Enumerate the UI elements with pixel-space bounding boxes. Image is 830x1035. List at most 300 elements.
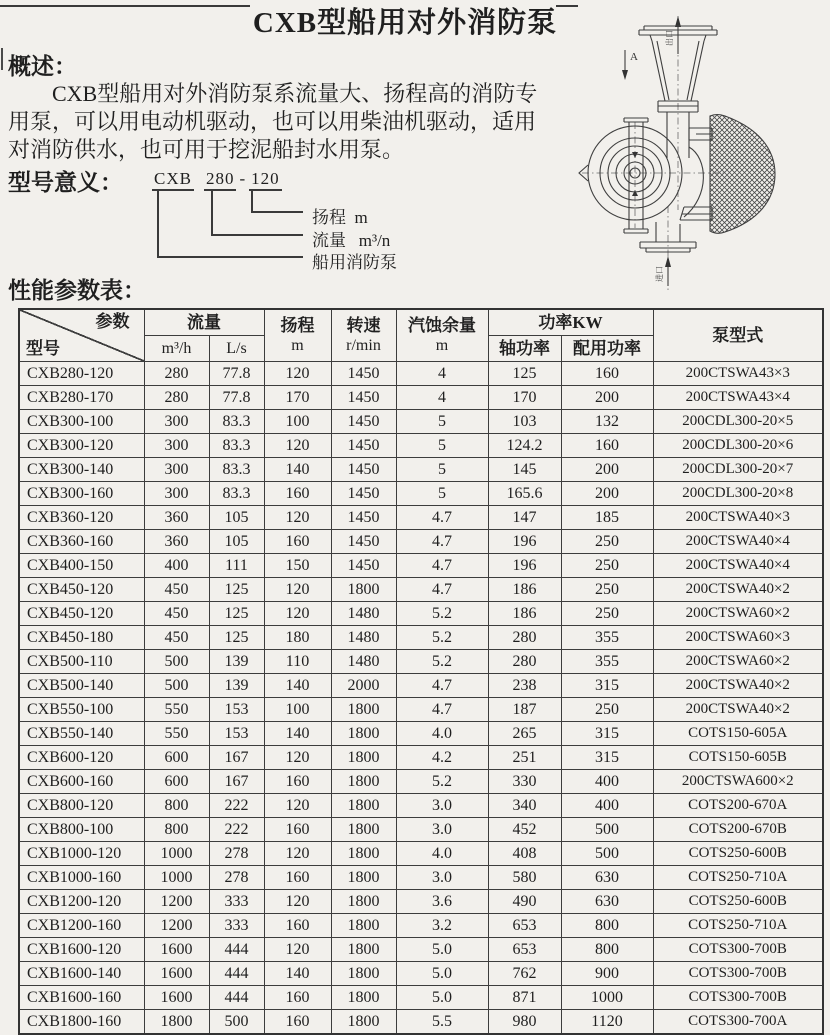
table-row (19, 986, 823, 1010)
cell-head: 160 (264, 914, 331, 938)
cell-model: CXB280-170 (19, 386, 144, 410)
cell-head: 110 (264, 650, 331, 674)
cell-model: CXB300-100 (19, 410, 144, 434)
cell-pump-type: 200CDL300-20×6 (653, 434, 823, 458)
cell-rated-power: 200 (561, 386, 653, 410)
cell-model: CXB400-150 (19, 554, 144, 578)
overview-line-1: CXB型船用对外消防泵系流量大、扬程高的消防专 (52, 81, 538, 106)
model-code (152, 169, 282, 189)
cell-model: CXB1200-120 (19, 890, 144, 914)
connector-line (157, 191, 159, 258)
mid-flange (658, 101, 698, 112)
cell-pump-type: COTS300-700B (653, 962, 823, 986)
cell-shaft-power: 452 (488, 818, 561, 842)
cell-speed: 1800 (331, 578, 396, 602)
cell-flow-m3h: 1800 (144, 1010, 209, 1035)
header-npsh-label: 汽蚀余量 (408, 315, 476, 335)
table-row (19, 890, 823, 914)
model-label-flow: 流量 m³/n (312, 231, 391, 250)
cell-npsh: 5 (396, 434, 488, 458)
cell-pump-type: 200CDL300-20×5 (653, 410, 823, 434)
cell-head: 160 (264, 818, 331, 842)
cell-head: 120 (264, 506, 331, 530)
table-row (19, 1010, 823, 1035)
cell-flow-m3h: 1600 (144, 962, 209, 986)
cell-flow-m3h: 800 (144, 818, 209, 842)
cell-speed: 1800 (331, 722, 396, 746)
cell-flow-ls: 222 (209, 818, 264, 842)
cell-pump-type: 200CTSWA40×2 (653, 578, 823, 602)
cell-model: CXB360-120 (19, 506, 144, 530)
model-meaning-heading: 型号意义： (8, 170, 123, 195)
cell-shaft-power: 124.2 (488, 434, 561, 458)
pump-drawing (572, 0, 828, 292)
motor-dome (710, 115, 775, 234)
cell-shaft-power: 186 (488, 602, 561, 626)
cell-speed: 1450 (331, 506, 396, 530)
cell-rated-power: 630 (561, 890, 653, 914)
outlet-label: 出口 (665, 30, 674, 46)
cell-shaft-power: 251 (488, 746, 561, 770)
cell-pump-type: COTS150-605A (653, 722, 823, 746)
cell-flow-ls: 83.3 (209, 458, 264, 482)
cell-rated-power: 400 (561, 794, 653, 818)
cell-flow-m3h: 360 (144, 530, 209, 554)
cell-flow-m3h: 1600 (144, 938, 209, 962)
cell-flow-ls: 167 (209, 746, 264, 770)
connector-line (251, 191, 253, 212)
cell-shaft-power: 330 (488, 770, 561, 794)
cell-speed: 1800 (331, 746, 396, 770)
cell-flow-m3h: 500 (144, 674, 209, 698)
cell-flow-ls: 77.8 (209, 386, 264, 410)
table-row (19, 530, 823, 554)
cell-rated-power: 160 (561, 434, 653, 458)
cell-flow-m3h: 280 (144, 386, 209, 410)
cell-flow-m3h: 1000 (144, 842, 209, 866)
cell-shaft-power: 653 (488, 914, 561, 938)
overview-line-3: 对消防供水，也可用于挖泥船封水用泵。 (8, 137, 405, 162)
cell-npsh: 3.0 (396, 866, 488, 890)
cell-head: 120 (264, 794, 331, 818)
page-title: CXB型船用对外消防泵 (252, 7, 558, 39)
cell-speed: 1800 (331, 938, 396, 962)
cell-model: CXB300-120 (19, 434, 144, 458)
cell-flow-m3h: 1200 (144, 890, 209, 914)
cell-pump-type: COTS300-700B (653, 986, 823, 1010)
cell-speed: 1450 (331, 434, 396, 458)
cell-npsh: 4.7 (396, 674, 488, 698)
cell-rated-power: 200 (561, 458, 653, 482)
cell-pump-type: 200CTSWA40×4 (653, 554, 823, 578)
cell-shaft-power: 280 (488, 650, 561, 674)
table-row (19, 362, 823, 386)
plate-arrow-upper (632, 152, 638, 158)
cell-shaft-power: 125 (488, 362, 561, 386)
cell-npsh: 4.7 (396, 698, 488, 722)
cell-npsh: 5.0 (396, 986, 488, 1010)
cell-head: 120 (264, 842, 331, 866)
cell-flow-ls: 500 (209, 1010, 264, 1035)
cell-npsh: 5.2 (396, 650, 488, 674)
cell-model: CXB1000-160 (19, 866, 144, 890)
header-flow-ls: L/s (209, 336, 264, 362)
cell-flow-m3h: 300 (144, 482, 209, 506)
connector-line (211, 191, 213, 236)
cell-rated-power: 355 (561, 650, 653, 674)
cell-flow-ls: 83.3 (209, 410, 264, 434)
connector-line (157, 256, 303, 258)
model-code-flow: 280 (204, 169, 237, 191)
cell-model: CXB800-100 (19, 818, 144, 842)
cell-pump-type: COTS300-700A (653, 1010, 823, 1035)
header-corner-param: 参数 (95, 312, 130, 331)
cell-npsh: 5.2 (396, 770, 488, 794)
cell-flow-m3h: 450 (144, 578, 209, 602)
cell-head: 140 (264, 962, 331, 986)
cell-flow-m3h: 450 (144, 602, 209, 626)
cell-model: CXB450-180 (19, 626, 144, 650)
cell-head: 150 (264, 554, 331, 578)
cell-flow-m3h: 800 (144, 794, 209, 818)
table-row (19, 818, 823, 842)
cell-shaft-power: 265 (488, 722, 561, 746)
cell-head: 120 (264, 434, 331, 458)
table-row (19, 434, 823, 458)
header-speed (331, 309, 396, 362)
table-row (19, 578, 823, 602)
cell-rated-power: 800 (561, 938, 653, 962)
cell-flow-ls: 83.3 (209, 482, 264, 506)
cell-shaft-power: 187 (488, 698, 561, 722)
cell-head: 120 (264, 938, 331, 962)
header-shaft-power: 轴功率 (488, 336, 561, 362)
cell-head: 120 (264, 890, 331, 914)
cell-flow-ls: 105 (209, 530, 264, 554)
cell-model: CXB550-140 (19, 722, 144, 746)
cell-pump-type: COTS300-700B (653, 938, 823, 962)
cell-flow-ls: 83.3 (209, 434, 264, 458)
cell-flow-m3h: 400 (144, 554, 209, 578)
cell-speed: 1480 (331, 626, 396, 650)
cell-shaft-power: 580 (488, 866, 561, 890)
cell-shaft-power: 147 (488, 506, 561, 530)
plate-arrow-lower (632, 190, 638, 196)
table-row (19, 650, 823, 674)
cell-shaft-power: 145 (488, 458, 561, 482)
table-row (19, 410, 823, 434)
cell-model: CXB600-160 (19, 770, 144, 794)
cell-head: 120 (264, 362, 331, 386)
cell-pump-type: 200CDL300-20×8 (653, 482, 823, 506)
cell-head: 160 (264, 986, 331, 1010)
cell-rated-power: 400 (561, 770, 653, 794)
cell-npsh: 5.0 (396, 938, 488, 962)
cell-flow-ls: 125 (209, 578, 264, 602)
cell-flow-ls: 105 (209, 506, 264, 530)
inlet-label: 进口 (655, 266, 664, 282)
cell-pump-type: 200CTSWA60×3 (653, 626, 823, 650)
cell-model: CXB600-120 (19, 746, 144, 770)
cell-flow-m3h: 500 (144, 650, 209, 674)
cell-rated-power: 500 (561, 818, 653, 842)
connector-line (211, 234, 303, 236)
table-row (19, 842, 823, 866)
cell-model: CXB1600-160 (19, 986, 144, 1010)
cell-model: CXB1800-160 (19, 1010, 144, 1035)
cell-npsh: 5.5 (396, 1010, 488, 1035)
cell-pump-type: COTS250-710A (653, 866, 823, 890)
cell-rated-power: 900 (561, 962, 653, 986)
cell-speed: 1800 (331, 1010, 396, 1035)
cell-model: CXB500-110 (19, 650, 144, 674)
cell-flow-m3h: 300 (144, 434, 209, 458)
cell-speed: 1480 (331, 650, 396, 674)
cell-rated-power: 1120 (561, 1010, 653, 1035)
mounting-plate (624, 118, 648, 233)
cell-model: CXB300-140 (19, 458, 144, 482)
cell-flow-ls: 153 (209, 698, 264, 722)
cell-model: CXB280-120 (19, 362, 144, 386)
cell-model: CXB800-120 (19, 794, 144, 818)
cell-rated-power: 315 (561, 722, 653, 746)
cell-flow-m3h: 550 (144, 698, 209, 722)
cell-rated-power: 132 (561, 410, 653, 434)
cell-model: CXB1600-120 (19, 938, 144, 962)
table-row (19, 962, 823, 986)
cell-pump-type: COTS200-670B (653, 818, 823, 842)
cell-flow-ls: 139 (209, 674, 264, 698)
cell-flow-m3h: 450 (144, 626, 209, 650)
cell-model: CXB360-160 (19, 530, 144, 554)
cell-head: 140 (264, 458, 331, 482)
cell-rated-power: 160 (561, 362, 653, 386)
cell-rated-power: 315 (561, 746, 653, 770)
cell-speed: 1450 (331, 530, 396, 554)
cell-shaft-power: 196 (488, 530, 561, 554)
cell-npsh: 4 (396, 386, 488, 410)
cell-flow-m3h: 600 (144, 770, 209, 794)
cell-npsh: 5.2 (396, 626, 488, 650)
cell-head: 140 (264, 674, 331, 698)
cell-flow-ls: 111 (209, 554, 264, 578)
cell-head: 170 (264, 386, 331, 410)
model-label-pump: 船用消防泵 (312, 253, 397, 272)
cell-npsh: 4.7 (396, 578, 488, 602)
cell-speed: 1800 (331, 842, 396, 866)
table-row (19, 386, 823, 410)
cell-model: CXB1600-140 (19, 962, 144, 986)
header-power: 功率KW (488, 309, 653, 336)
cell-shaft-power: 980 (488, 1010, 561, 1035)
table-row (19, 722, 823, 746)
cell-head: 160 (264, 530, 331, 554)
cell-rated-power: 500 (561, 842, 653, 866)
cell-shaft-power: 408 (488, 842, 561, 866)
inlet-arrowhead (665, 256, 671, 267)
page-edge-mark (1, 48, 3, 70)
header-head-unit: m (291, 336, 304, 354)
overview-heading: 概述： (8, 54, 77, 79)
table-row (19, 698, 823, 722)
cell-rated-power: 250 (561, 578, 653, 602)
cell-speed: 1480 (331, 602, 396, 626)
cell-shaft-power: 762 (488, 962, 561, 986)
cell-shaft-power: 170 (488, 386, 561, 410)
cell-head: 120 (264, 602, 331, 626)
table-row (19, 554, 823, 578)
cell-npsh: 5 (396, 410, 488, 434)
cell-npsh: 4.0 (396, 722, 488, 746)
cell-shaft-power: 490 (488, 890, 561, 914)
cell-flow-ls: 444 (209, 962, 264, 986)
overview-line-2: 用泵，可以用电动机驱动，也可以用柴油机驱动，适用 (8, 109, 537, 134)
cell-flow-ls: 125 (209, 626, 264, 650)
cell-flow-m3h: 280 (144, 362, 209, 386)
header-flow: 流量 (144, 309, 264, 336)
table-row (19, 866, 823, 890)
cell-flow-m3h: 1200 (144, 914, 209, 938)
cell-pump-type: 200CTSWA60×2 (653, 650, 823, 674)
cell-shaft-power: 186 (488, 578, 561, 602)
performance-table-body (19, 362, 823, 1035)
cell-pump-type: COTS200-670A (653, 794, 823, 818)
cell-rated-power: 250 (561, 602, 653, 626)
cell-head: 100 (264, 410, 331, 434)
cell-pump-type: COTS150-605B (653, 746, 823, 770)
table-heading: 性能参数表： (8, 278, 146, 303)
table-row (19, 506, 823, 530)
cell-flow-ls: 125 (209, 602, 264, 626)
cell-flow-ls: 222 (209, 794, 264, 818)
cell-npsh: 3.0 (396, 794, 488, 818)
cell-pump-type: 200CTSWA600×2 (653, 770, 823, 794)
cell-shaft-power: 340 (488, 794, 561, 818)
cell-head: 160 (264, 866, 331, 890)
cell-pump-type: COTS250-600B (653, 890, 823, 914)
cell-pump-type: 200CTSWA40×3 (653, 506, 823, 530)
table-row (19, 674, 823, 698)
header-head (264, 309, 331, 362)
model-code-series: CXB (152, 169, 194, 191)
cell-head: 120 (264, 746, 331, 770)
cell-shaft-power: 165.6 (488, 482, 561, 506)
cell-pump-type: 200CTSWA40×2 (653, 674, 823, 698)
cell-rated-power: 250 (561, 698, 653, 722)
cell-npsh: 5.2 (396, 602, 488, 626)
table-row (19, 914, 823, 938)
table-row (19, 770, 823, 794)
cell-speed: 1450 (331, 410, 396, 434)
cell-speed: 1450 (331, 482, 396, 506)
cell-flow-ls: 153 (209, 722, 264, 746)
cell-speed: 1800 (331, 794, 396, 818)
cell-flow-ls: 333 (209, 890, 264, 914)
cell-model: CXB1000-120 (19, 842, 144, 866)
cell-rated-power: 1000 (561, 986, 653, 1010)
overview-paragraph (8, 80, 560, 164)
table-row (19, 482, 823, 506)
cell-flow-ls: 77.8 (209, 362, 264, 386)
cell-shaft-power: 238 (488, 674, 561, 698)
cell-speed: 1450 (331, 362, 396, 386)
cell-speed: 1450 (331, 458, 396, 482)
header-speed-unit: r/min (346, 336, 381, 354)
model-code-separator: - (239, 169, 247, 188)
cell-model: CXB450-120 (19, 602, 144, 626)
cell-head: 100 (264, 698, 331, 722)
cell-flow-ls: 278 (209, 842, 264, 866)
cell-head: 180 (264, 626, 331, 650)
header-flow-m3h: m³/h (144, 336, 209, 362)
header-head-label: 扬程 (280, 315, 315, 335)
model-label-head: 扬程 m (312, 208, 368, 227)
header-speed-label: 转速 (346, 315, 381, 335)
cell-flow-ls: 333 (209, 914, 264, 938)
cell-flow-ls: 278 (209, 866, 264, 890)
cell-npsh: 3.6 (396, 890, 488, 914)
cell-rated-power: 315 (561, 674, 653, 698)
cell-npsh: 4 (396, 362, 488, 386)
section-a-arrowhead (622, 70, 628, 80)
cell-pump-type: 200CTSWA40×2 (653, 698, 823, 722)
cell-npsh: 3.2 (396, 914, 488, 938)
cell-speed: 1800 (331, 962, 396, 986)
performance-table (18, 308, 824, 1035)
header-corner (19, 309, 144, 362)
cell-rated-power: 250 (561, 554, 653, 578)
cell-shaft-power: 280 (488, 626, 561, 650)
header-rated-power: 配用功率 (561, 336, 653, 362)
cell-pump-type: 200CDL300-20×7 (653, 458, 823, 482)
cell-rated-power: 200 (561, 482, 653, 506)
cell-speed: 1800 (331, 818, 396, 842)
section-a-label: A (630, 51, 638, 63)
cell-speed: 1800 (331, 890, 396, 914)
cell-flow-ls: 444 (209, 986, 264, 1010)
cell-model: CXB1200-160 (19, 914, 144, 938)
cell-flow-ls: 139 (209, 650, 264, 674)
cell-speed: 1800 (331, 698, 396, 722)
cell-flow-ls: 167 (209, 770, 264, 794)
cell-model: CXB500-140 (19, 674, 144, 698)
cell-flow-m3h: 1600 (144, 986, 209, 1010)
cell-rated-power: 800 (561, 914, 653, 938)
cell-head: 140 (264, 722, 331, 746)
cell-flow-m3h: 600 (144, 746, 209, 770)
cell-npsh: 5 (396, 458, 488, 482)
cell-pump-type: COTS250-600B (653, 842, 823, 866)
cell-speed: 1450 (331, 386, 396, 410)
cell-speed: 1800 (331, 914, 396, 938)
header-npsh (396, 309, 488, 362)
lower-bracket (680, 207, 712, 220)
cell-rated-power: 630 (561, 866, 653, 890)
table-row (19, 794, 823, 818)
table-row (19, 938, 823, 962)
cell-pump-type: 200CTSWA60×2 (653, 602, 823, 626)
cell-rated-power: 250 (561, 530, 653, 554)
cell-npsh: 4.7 (396, 530, 488, 554)
cell-pump-type: COTS250-710A (653, 914, 823, 938)
table-row (19, 746, 823, 770)
cell-pump-type: 200CTSWA40×4 (653, 530, 823, 554)
cell-npsh: 4.7 (396, 506, 488, 530)
cell-npsh: 5.0 (396, 962, 488, 986)
cell-flow-m3h: 360 (144, 506, 209, 530)
connector-line (251, 211, 303, 213)
cell-shaft-power: 653 (488, 938, 561, 962)
